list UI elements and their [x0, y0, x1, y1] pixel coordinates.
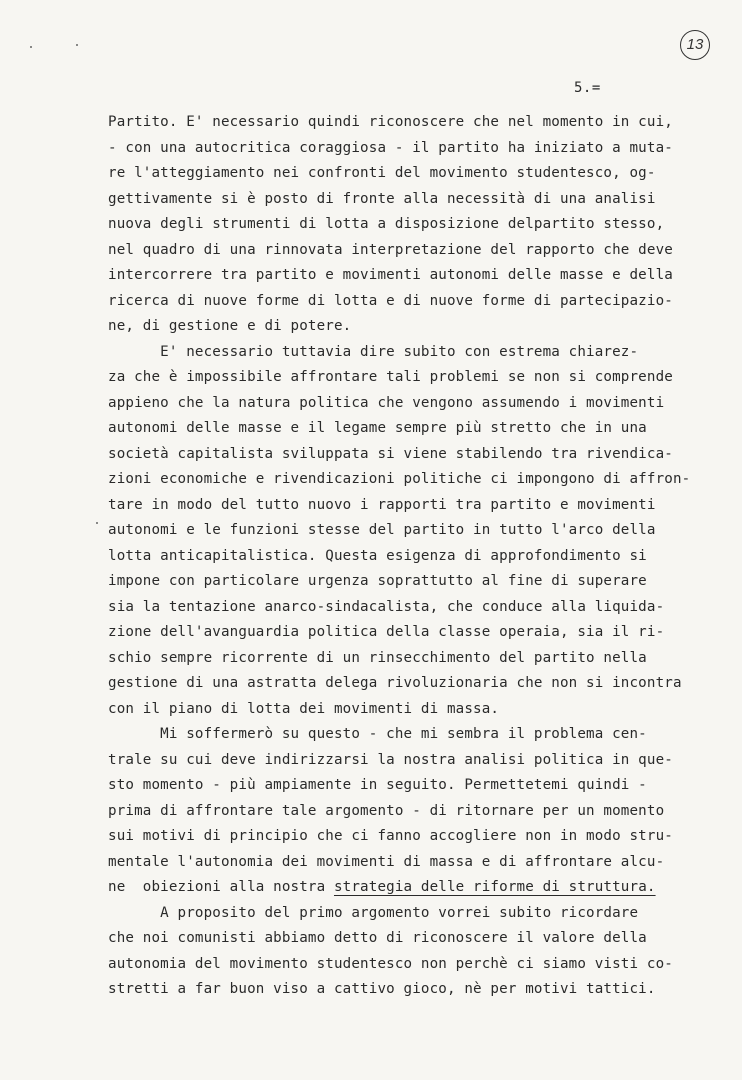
line-text: sui motivi di principio che ci fanno accogliere non in modo stru- [108, 828, 673, 844]
text-line [108, 344, 638, 360]
text-line [108, 548, 647, 564]
line-text: società capitalista sviluppata si viene stabilendo tra rivendica- [108, 445, 673, 462]
text-line [108, 879, 656, 895]
text-line [108, 573, 647, 589]
text-line [108, 369, 673, 385]
paper-speck [76, 44, 78, 46]
line-text: stretti a far buon viso a cattivo gioco, nè per motivi tattici. [108, 981, 656, 997]
line-text: autonomia del movimento studentesco non perchè ci siamo visti co- [108, 955, 673, 972]
line-text: sto momento - più ampiamente in seguito. Permettetemi quindi - [108, 777, 647, 793]
line-text: zione dell'avanguardia politica della classe operaia, sia il ri- [108, 624, 665, 640]
line-text: tare in modo del tutto nuovo i rapporti tra partito e movimenti [108, 496, 656, 513]
text-line [108, 140, 673, 156]
line-text: autonomi delle masse e il legame sempre più stretto che in una [108, 420, 647, 436]
line-text: nuova degli strumenti di lotta a disposizione delpartito stesso, [108, 216, 665, 232]
line-text: impone con particolare urgenza soprattutto al fine di superare [108, 573, 647, 589]
text-line [108, 216, 664, 232]
line-text: Mi soffermerò su questo - che mi sembra il problema cen- [108, 726, 647, 742]
text-line [108, 267, 673, 283]
line-text: - con una autocritica coraggiosa - il partito ha iniziato a muta- [108, 139, 673, 156]
text-line [108, 242, 673, 258]
line-text: autonomi e le funzioni stesse del partito in tutto l'arco della [108, 522, 656, 538]
text-line [108, 599, 664, 615]
text-line [108, 522, 656, 538]
text-line [108, 905, 638, 921]
line-text: gettivamente si è posto di fronte alla necessità di una analisi [108, 190, 656, 207]
line-text: intercorrere tra partito e movimenti autonomi delle masse e della [108, 267, 673, 283]
line-text: con il piano di lotta dei movimenti di massa. [108, 700, 500, 717]
archive-number-stamp: 13 [680, 30, 710, 60]
text-line [108, 114, 673, 130]
text-line [108, 497, 656, 513]
line-text: za che è impossibile affrontare tali problemi se non si comprende [108, 369, 673, 385]
text-line [108, 420, 647, 436]
text-line [108, 293, 673, 309]
text-line [108, 701, 499, 717]
text-line [108, 930, 647, 946]
line-text: che noi comunisti abbiamo detto di riconoscere il valore della [108, 930, 647, 946]
line-text: appieno che la natura politica che vengono assumendo i movimenti [108, 394, 665, 411]
text-line [108, 777, 647, 793]
text-line [108, 675, 682, 691]
text-line [108, 726, 647, 742]
paper-speck [96, 522, 98, 524]
line-text: lotta anticapitalistica. Questa esigenza di approfondimento si [108, 547, 647, 564]
line-text: zioni economiche e rivendicazioni politiche ci impongono di affron- [108, 471, 691, 487]
text-line [108, 981, 656, 997]
text-line [108, 752, 673, 768]
text-line [108, 191, 656, 207]
text-line [108, 828, 673, 844]
text-line [108, 803, 664, 819]
line-text: gestione di una astratta delega rivoluzionaria che non si incontra [108, 675, 682, 691]
text-line [108, 650, 647, 666]
paper-speck [30, 46, 32, 48]
text-line [108, 956, 673, 972]
text-line [108, 471, 690, 487]
line-text: A proposito del primo argomento vorrei subito ricordare [108, 904, 639, 921]
text-line [108, 318, 351, 334]
text-line [108, 395, 664, 411]
line-text: ne obiezioni alla nostra [108, 879, 334, 895]
line-text: prima di affrontare tale argomento - di ritornare per un momento [108, 802, 665, 819]
text-line [108, 854, 664, 870]
underlined-phrase: strategia delle riforme di struttura. [333, 879, 656, 895]
page-number: 5.= [574, 80, 601, 96]
line-text: nel quadro di una rinnovata interpretazione del rapporto che deve [108, 241, 673, 258]
line-text: mentale l'autonomia dei movimenti di massa e di affrontare alcu- [108, 853, 665, 870]
line-text: ne, di gestione e di potere. [108, 318, 352, 334]
line-text: ricerca di nuove forme di lotta e di nuove forme di partecipazio- [108, 292, 673, 309]
line-text: Partito. E' necessario quindi riconoscere che nel momento in cui, [108, 114, 673, 130]
text-line [108, 446, 673, 462]
line-text: re l'atteggiamento nei confronti del movimento studentesco, og- [108, 165, 656, 181]
line-text: sia la tentazione anarco-sindacalista, che conduce alla liquida- [108, 598, 665, 615]
line-text: schio sempre ricorrente di un rinsecchimento del partito nella [108, 649, 647, 666]
line-text: trale su cui deve indirizzarsi la nostra analisi politica in que- [108, 751, 673, 768]
line-text: E' necessario tuttavia dire subito con estrema chiarez- [108, 343, 639, 360]
text-line [108, 165, 656, 181]
text-line [108, 624, 664, 640]
